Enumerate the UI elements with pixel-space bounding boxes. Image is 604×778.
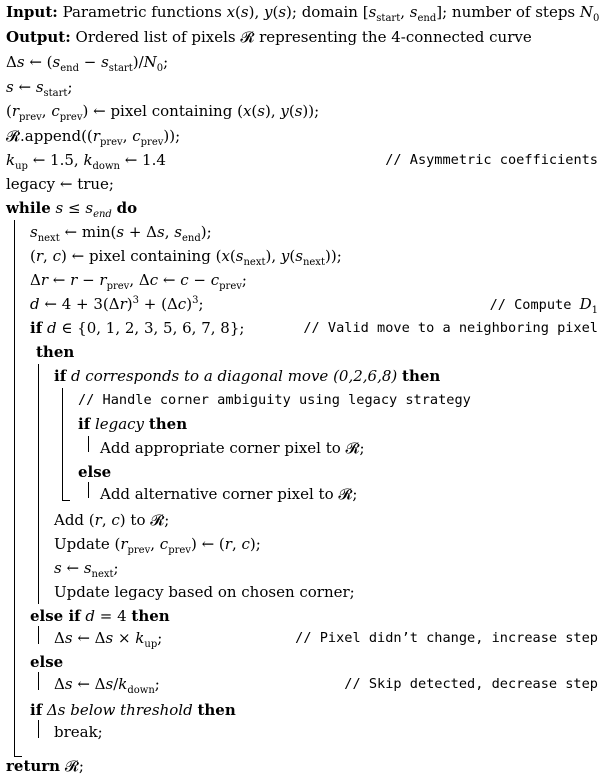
while-keyword: while	[6, 199, 51, 217]
elseif-block-rule	[38, 626, 39, 644]
if-legacy-line: if legacy then	[78, 415, 188, 433]
up-comment: // Pixel didn’t change, increase step	[295, 630, 598, 646]
ds-down-line: Δs ← $\Delta s/k_{down}$;	[54, 675, 160, 696]
then-keyword: then	[36, 343, 75, 361]
legacy-else-rule	[88, 482, 89, 498]
prev-init-line: ($r_{prev}$, $c_{prev}$) ← pixel containing (x(s), y(s));	[6, 102, 320, 123]
return-line: return 𝓡;	[6, 757, 84, 775]
legacy-then-rule	[88, 436, 89, 452]
else-legacy-line: else	[78, 463, 112, 481]
k-init-line: $k_{up}$ ← 1.5, $k_{down}$ ← 1.4	[6, 151, 166, 172]
down-comment: // Skip detected, decrease step	[344, 676, 598, 692]
ds-up-line: Δs ← $\Delta s \times k_{up}$;	[54, 629, 163, 650]
if-threshold-line: if Δs below threshold then	[30, 701, 236, 719]
if-valid-line: if d ∈ {0, 1, 2, 3, 5, 6, 7, 8};	[30, 319, 245, 337]
output-label: Output:	[6, 28, 71, 46]
add-rc-line: Add (r, c) to 𝓡;	[54, 511, 170, 529]
then-block-rule	[38, 364, 39, 604]
ds-init-line: Δs ← $(s_{end} - s_{start})/N_0$;	[6, 53, 169, 74]
input-line: Input: Parametric functions x(s), y(s); domain [$s_{start}$, $s_{end}$]; number of steps $N_0$	[6, 3, 600, 24]
diag-block-rule	[62, 388, 63, 500]
while-line: while $s \le s_{end}$ do	[6, 199, 138, 220]
s-init-line: s ← $s_{start}$;	[6, 78, 73, 99]
d-calc-line: d ← $4 + 3(\Delta r)^3 + (\Delta c)^3$;	[30, 295, 204, 313]
k-comment: // Asymmetric coefficients	[385, 152, 598, 168]
add-alternative-line: Add alternative corner pixel to 𝓡;	[100, 485, 358, 503]
output-line: Output: Ordered list of pixels 𝓡 representing the 4-connected curve	[6, 28, 532, 46]
if-keyword: if	[30, 319, 43, 337]
snext-line: $s_{next}$ ← min(s + Δs, $s_{end}$);	[30, 223, 212, 244]
d-comment: // Compute $D_1$	[489, 295, 598, 316]
if-comment: // Valid move to a neighboring pixel	[303, 320, 598, 336]
update-prev-line: Update ($r_{prev}$, $c_{prev}$) ← (r, c);	[54, 535, 261, 556]
input-label: Input:	[6, 3, 58, 21]
legacy-init-line: legacy ← true;	[6, 175, 114, 193]
add-appropriate-line: Add appropriate corner pixel to 𝓡;	[100, 439, 365, 457]
do-keyword: do	[116, 199, 138, 217]
threshold-block-rule	[38, 720, 39, 738]
else-block-rule	[38, 672, 39, 690]
update-legacy-line: Update legacy based on chosen corner;	[54, 583, 355, 601]
if-diag-line: if d corresponds to a diagonal move (0,2,6,8) then	[54, 367, 441, 385]
s-update-line: s ← $s_{next}$;	[54, 559, 119, 580]
break-line: break;	[54, 723, 103, 741]
while-block-rule	[14, 220, 15, 756]
return-keyword: return	[6, 757, 61, 775]
append-init-line: $𝓡.append((r_{prev}$, $c_{prev}$));	[6, 127, 181, 148]
corner-comment: // Handle corner ambiguity using legacy strategy	[78, 392, 471, 408]
elseif-line: else if d = 4 then	[30, 607, 170, 625]
rc-line: (r, c) ← pixel containing ($x(s_{next})$, $y(s_{next})$);	[30, 247, 342, 268]
diag-block-tick	[62, 500, 70, 501]
else-line: else	[30, 653, 64, 671]
then-line	[36, 342, 74, 362]
dr-dc-line: Δr ← $r - r_{prev}$, Δc ← $c - c_{prev}$;	[30, 271, 247, 292]
